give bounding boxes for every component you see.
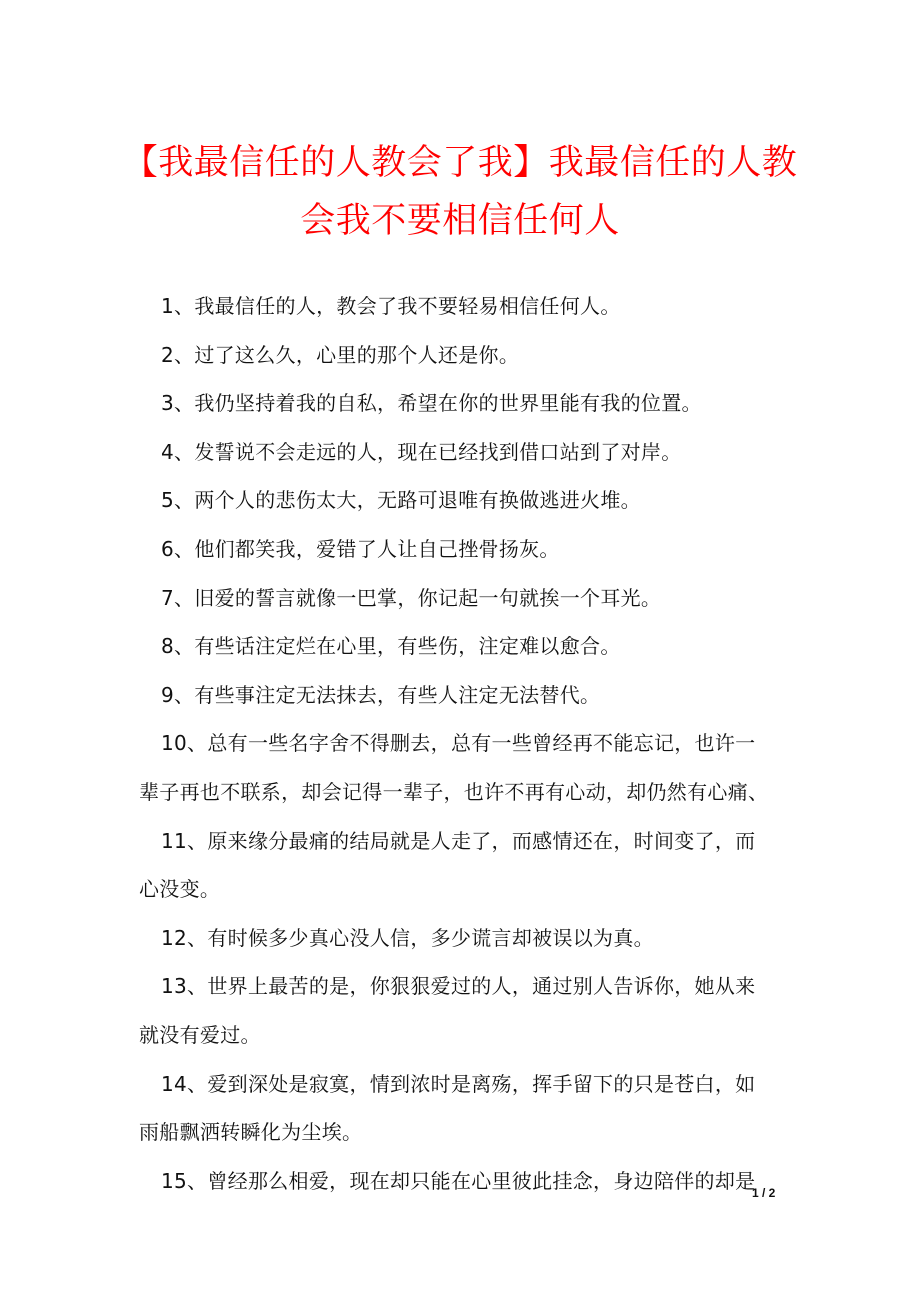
- paragraph-line: 13、世界上最苦的是，你狠狠爱过的人，通过别人告诉你，她从来: [161, 974, 756, 999]
- paragraph-line: 10、总有一些名字舍不得删去，总有一些曾经再不能忘记，也许一: [161, 731, 756, 756]
- page-number: 1 / 2: [752, 1186, 776, 1200]
- paragraph-line: 5、两个人的悲伤太大，无路可退唯有换做逃进火堆。: [161, 488, 641, 513]
- paragraph-line: 4、发誓说不会走远的人，现在已经找到借口站到了对岸。: [161, 439, 682, 464]
- paragraph-line: 雨船飘洒转瞬化为尘埃。: [139, 1120, 363, 1145]
- paragraph-line: 辈子再也不联系，却会记得一辈子，也许不再有心动，却仍然有心痛、: [139, 780, 769, 804]
- paragraph-line: 11、原来缘分最痛的结局就是人走了，而感情还在，时间变了，而: [161, 828, 756, 853]
- paragraph-line: 12、有时候多少真心没人信，多少谎言却被误以为真。: [161, 925, 654, 950]
- paragraph-line: 就没有爱过。: [139, 1023, 261, 1047]
- paragraph-line: 心没变。: [139, 877, 221, 902]
- paragraph-line: 14、爱到深处是寂寞，情到浓时是离殇，挥手留下的只是苍白，如: [161, 1071, 756, 1096]
- paragraph-line: 9、有些事注定无法抹去，有些人注定无法替代。: [161, 682, 601, 707]
- paragraph-line: 1、我最信任的人，教会了我不要轻易相信任何人。: [161, 294, 621, 318]
- paragraph-line: 2、过了这么久，心里的那个人还是你。: [161, 342, 520, 367]
- paragraph-line: 15、曾经那么相爱，现在却只能在心里彼此挂念，身边陪伴的却是: [161, 1168, 756, 1193]
- paragraph-line: 8、有些话注定烂在心里，有些伤，注定难以愈合。: [161, 634, 621, 659]
- paragraph-line: 6、他们都笑我，爱错了人让自己挫骨扬灰。: [161, 537, 560, 561]
- title-line-1: 【我最信任的人教会了我】我最信任的人教: [122, 143, 798, 183]
- paragraph-line: 3、我仍坚持着我的自私，希望在你的世界里能有我的位置。: [161, 391, 702, 416]
- title-line-2: 会我不要相信任何人: [300, 201, 620, 241]
- paragraph-line: 7、旧爱的誓言就像一巴掌，你记起一句就挨一个耳光。: [161, 585, 662, 610]
